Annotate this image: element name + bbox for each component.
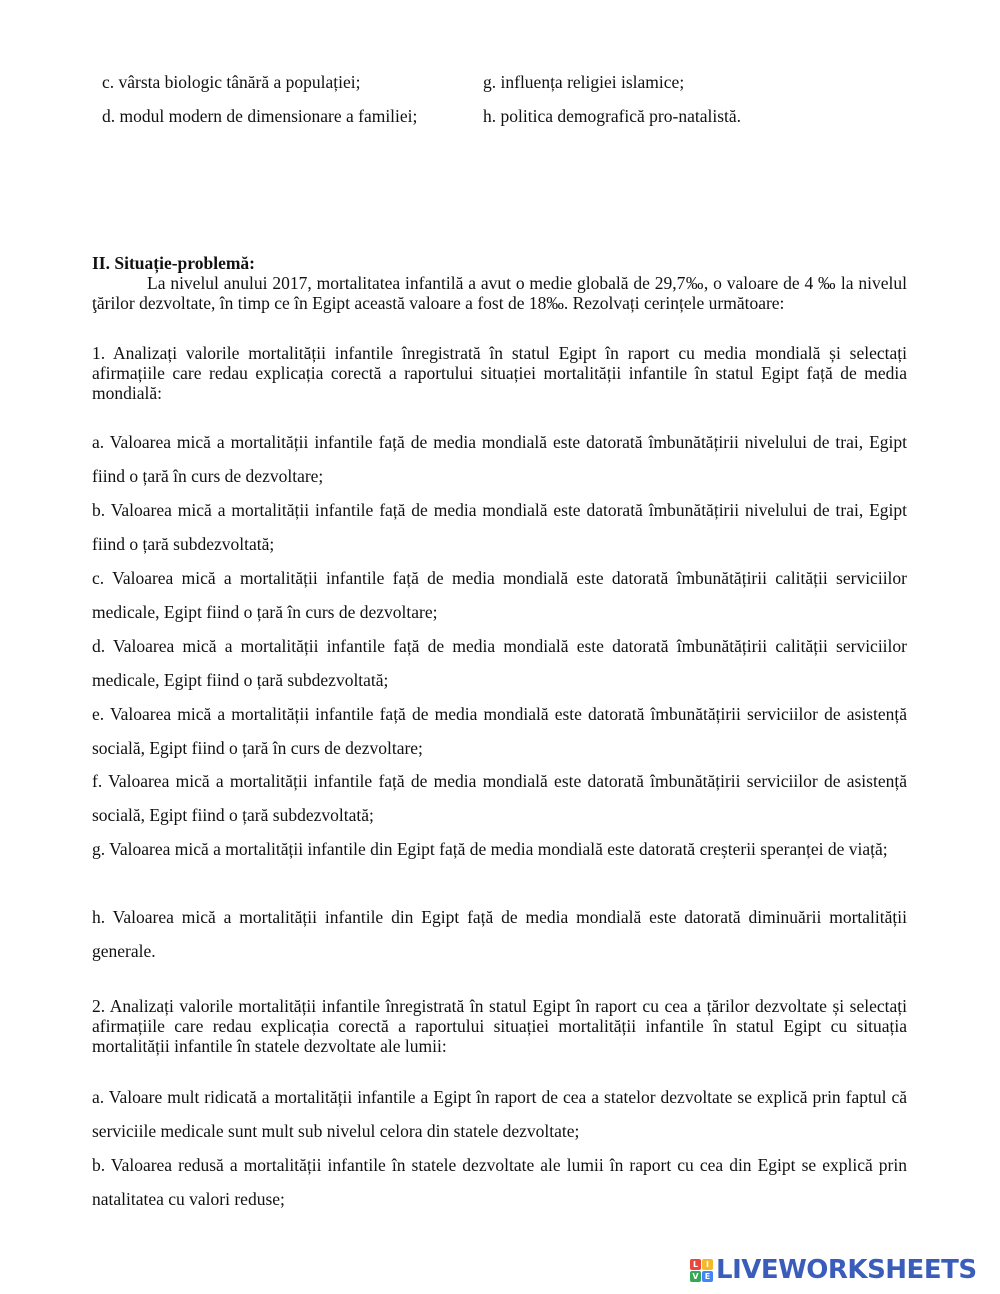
q2-option-a: a. Valoare mult ridicată a mortalității infantile a Egipt în raport de cea a statelor dezvoltate se explică prin faptul că serviciile medicale sunt mult sub nivelul celora din statele dezvoltate; bbox=[92, 1087, 907, 1141]
question-2: 2. Analizați valorile mortalității infantile înregistrată în statul Egipt în raport cu cea a țărilor dezvoltate și selectați afirmațiile care redau explicația corectă a raportului situației mortalității infantile în statul Egipt cu situația mortalității infantile în statele dezvoltate ale lumii: bbox=[92, 996, 907, 1056]
question-1: 1. Analizați valorile mortalității infantile înregistrată în statul Egipt în raport cu media mondială și selectați afirmațiile care redau explicația corectă a raportului situației mortalității infantile în statul Egipt față de media mondială: bbox=[92, 343, 907, 403]
section-title: II. Situație-problemă: bbox=[92, 253, 256, 273]
q1-option-f: f. Valoarea mică a mortalității infantile față de media mondială este datorată îmbunătățirii serviciilor de asistență socială, Egipt fiind o țară subdezvoltată; bbox=[92, 771, 907, 825]
option-g-top: g. influența religiei islamice; bbox=[483, 72, 685, 92]
logo-mark-e: E bbox=[702, 1271, 713, 1282]
option-h-top: h. politica demografică pro-natalistă. bbox=[483, 106, 742, 126]
logo-mark-icon bbox=[690, 1259, 713, 1282]
option-c-top: c. vârsta biologic tânără a populației; bbox=[102, 72, 361, 92]
q2-option-b: b. Valoarea redusă a mortalității infantile în statele dezvoltate ale lumii în raport cu cea din Egipt se explică prin natalitatea cu valori reduse; bbox=[92, 1155, 907, 1209]
q1-option-d: d. Valoarea mică a mortalității infantile față de media mondială este datorată îmbunătățirii calității serviciilor medicale, Egipt fiind o țară subdezvoltată; bbox=[92, 636, 907, 690]
q1-option-g: g. Valoarea mică a mortalității infantile din Egipt față de media mondială este datorată creșterii speranței de viață; bbox=[92, 839, 888, 859]
liveworksheets-logo[interactable] bbox=[690, 1254, 977, 1286]
q1-option-b: b. Valoarea mică a mortalității infantile față de media mondială este datorată îmbunătățirii nivelului de trai, Egipt fiind o țară subdezvoltată; bbox=[92, 500, 907, 554]
logo-mark-l: L bbox=[690, 1259, 701, 1270]
logo-text: LIVEWORKSHEETS bbox=[716, 1255, 977, 1285]
logo-mark-i: I bbox=[702, 1259, 713, 1270]
q1-option-e: e. Valoarea mică a mortalității infantile față de media mondială este datorată îmbunătățirii serviciilor de asistență socială, Egipt fiind o țară în curs de dezvoltare; bbox=[92, 704, 907, 758]
q1-option-h: h. Valoarea mică a mortalității infantile din Egipt față de media mondială este datorată diminuării mortalității generale. bbox=[92, 907, 907, 961]
q1-option-a: a. Valoarea mică a mortalității infantile față de media mondială este datorată îmbunătățirii nivelului de trai, Egipt fiind o țară în curs de dezvoltare; bbox=[92, 432, 907, 486]
logo-mark-v: V bbox=[690, 1271, 701, 1282]
q1-option-c: c. Valoarea mică a mortalității infantile față de media mondială este datorată îmbunătățirii calității serviciilor medicale, Egipt fiind o țară în curs de dezvoltare; bbox=[92, 568, 907, 622]
option-d-top: d. modul modern de dimensionare a familiei; bbox=[102, 106, 418, 126]
intro-paragraph: La nivelul anului 2017, mortalitatea infantilă a avut o medie globală de 29,7‰, o valoare de 4 ‰ la nivelul ţărilor dezvoltate, în timp ce în Egipt această valoare a fost de 18‰. Rezolvați cerințele următoare: bbox=[92, 273, 907, 313]
